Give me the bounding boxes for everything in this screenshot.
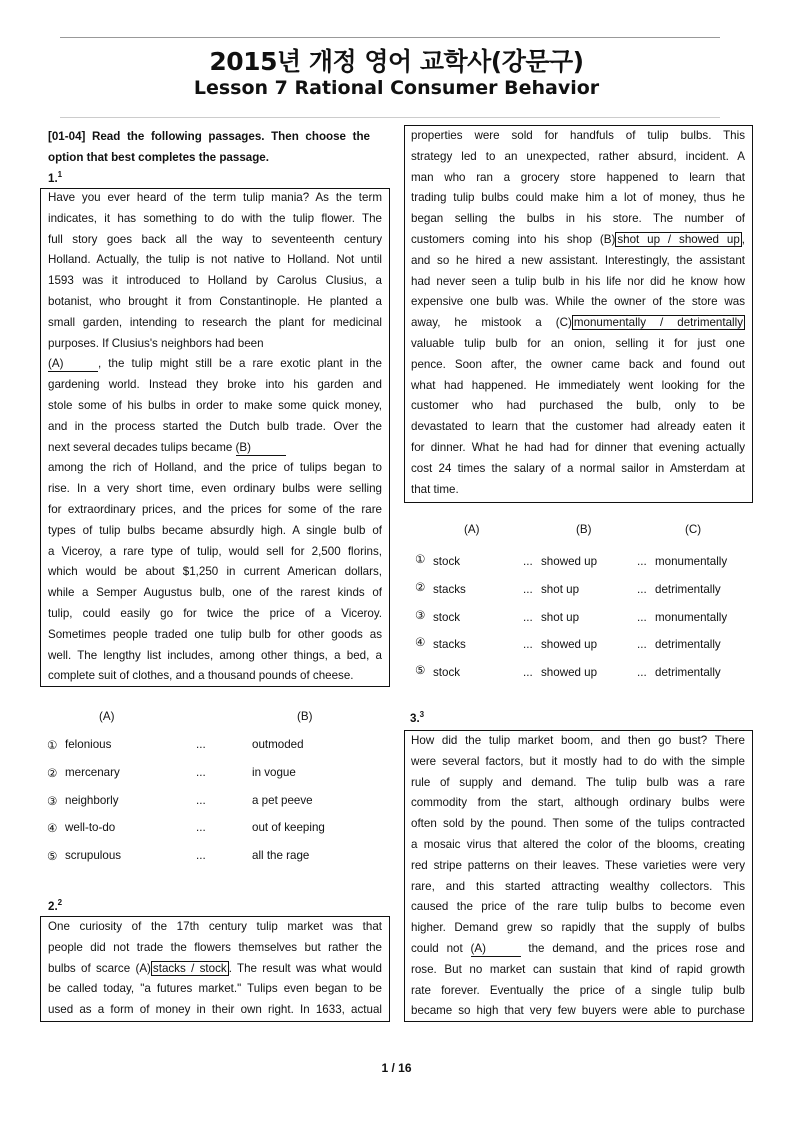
option-b: out of keeping [252,821,325,835]
option-header: (A) [464,523,480,536]
option-c: detrimentally [655,666,721,680]
passage-line: properties were sold for handfuls of tulip bulbs. This [411,129,745,142]
passage-line: and in the process started the Dutch bulb trade. Over the [48,419,382,433]
passage-line: tulip, could easily go for twice the price of a Viceroy. [48,606,382,620]
option-number: ⑤ [47,850,58,864]
passage-line: for dinner. What he had had for dinner that evening actually [411,440,745,454]
option-separator: ... [196,793,206,807]
option-separator: ... [523,555,533,568]
option-a: well-to-do [65,821,116,835]
passage-line: for extraordinary prices, and the prices for some of the rare [48,502,382,516]
passage-line: rate forever. Eventually the price of a single tulip bulb [411,983,745,997]
option-number: ⑤ [415,664,426,678]
passage-line: commodity from the start, although ordinary bulbs were [411,796,745,810]
passage-line: higher. Demand grew so rapidly that the supply of bulbs [411,921,745,935]
passage-line: rise. In a very short time, even ordinary bulbs were selling [48,482,382,496]
option-separator: ... [637,610,647,624]
option-a: stock [433,555,461,568]
text-segment: that time. [411,482,459,496]
option-b: showed up [541,555,598,568]
text-segment: customers coming into his shop (B) [411,232,616,246]
passage-line [411,939,745,960]
header-rule [60,117,720,118]
text-segment: bulbs of scarce (A) [48,961,151,975]
answer-blank: (A) [48,357,98,372]
text-segment: complete suit of clothes, and a thousand pounds of cheese. [48,669,354,683]
q2-passage-box [40,916,390,1022]
lesson-title: Lesson 7 Rational Consumer Behavior [193,77,600,99]
passage-line: stole some of his bulbs in order to make some quick money, [48,398,382,412]
q2-footnote: 2 [57,898,63,907]
passage-line [411,313,745,334]
option-a: neighborly [65,793,119,807]
passage-line: were several factors, but it mostly had to do with the simple [411,754,745,768]
passage-line: had never seen a tulip bulb in his life nor did he know how [411,274,745,288]
passage-line: became so high that very few buyers were able to purchase [411,1004,745,1018]
passage-line: began selling the bulbs in his store. The number of [411,212,745,226]
option-c: monumentally [655,610,728,624]
passage-line: well. The lengthy list includes, among other things, a bed, a [48,648,382,662]
passage-line: be called today, "a futures market." Tulips even began to be [48,982,382,996]
option-number: ④ [415,636,426,650]
q1-passage [48,188,382,687]
passage-line [48,334,382,355]
option-separator: ... [196,821,206,835]
answer-blank: (A) [471,942,521,957]
passage-line [48,354,382,375]
option-separator: ... [637,582,647,596]
option-a: scrupulous [65,849,122,863]
option-separator: ... [637,638,647,652]
question-2-number [48,898,62,913]
passage-line: Have you ever heard of the term tulip mania? As the term [48,191,382,204]
option-separator: ... [196,849,206,863]
passage-line: Sometimes people traded one tulip bulb for other goods as [48,627,382,641]
passage-line [411,480,745,501]
text-segment: . The result was what would [228,961,382,975]
option-header: (A) [99,710,115,723]
option-a: mercenary [65,765,120,779]
option-b: shot up [541,610,580,624]
passage-line: How did the tulip market boom, and then go bust? There [411,734,745,747]
page-number: 1 / 16 [381,1061,412,1075]
answer-blank: (B) [236,441,286,456]
option-number: ② [415,580,426,594]
q3-passage-box [404,730,753,1022]
passage-line: customer who had purchased the bulb, only to be [411,399,745,413]
passage-line: Holland. Actually, the tulip is not native to Holland. Not until [48,253,382,267]
option-separator: ... [637,555,647,568]
passage-line: rose. But no market can sustain that kind of rapid growth [411,962,745,976]
passage-line: botanist, who brought it from Constantinople. He planted a [48,294,382,308]
option-b: a pet peeve [252,793,313,807]
text-segment: , the tulip might still be a rare exotic plant in the [98,357,382,371]
option-b: showed up [541,666,598,680]
passage-line: rule of supply and demand. The tulip bulb was a rare [411,775,745,789]
option-c: detrimentally [655,638,721,652]
passage-line: One curiosity of the 17th century tulip market was that [48,920,382,933]
passage-line: full story goes back all the way to seventeenth century [48,232,382,246]
answer-choice-box: shot up / showed up [617,232,740,246]
answer-choice-box: stacks / stock [152,961,227,975]
question-1-number [48,170,62,185]
q3-passage [411,731,745,1022]
passage-line: people did not trade the flowers themselves but rather the [48,940,382,954]
option-separator: ... [523,610,533,624]
passage-line: trading tulip bulbs could make him a lot of money, thus he [411,191,745,205]
passage-line: gardening world. Instead they broke into his garden and [48,378,382,392]
option-separator: ... [196,738,206,751]
passage-line: types of tulip bulbs became absurdly high. A single bulb of [48,523,382,537]
passage-line: what had happened. He immediately went looking for the [411,378,745,392]
option-b: shot up [541,582,580,596]
q2-passage-right-box [404,125,753,503]
passage-line [48,666,382,687]
passage-line: red stripe patterns on their leaves. These varieties were very [411,858,745,872]
q1-passage-box [40,188,390,687]
question-3-number [410,710,424,725]
q1-footnote: 1 [57,170,63,179]
text-segment: away, he mistook a (C) [411,316,572,330]
passage-line: pence. Soon after, the owner came back and found out [411,357,745,371]
passage-line [411,230,745,251]
q1-number: 1. [48,171,58,185]
q2-passage-continued [411,126,745,500]
option-c: detrimentally [655,582,721,596]
passage-line [48,438,382,459]
option-number: ② [47,766,58,780]
text-segment: could not [411,941,471,955]
passage-line: cost 24 times the salary of a normal sailor in Amsterdam at [411,461,745,475]
text-segment: purposes. If Clusius's neighbors had been [48,336,264,350]
instructions [48,127,370,169]
instructions-line: [01-04] Read the following passages. Then choose the [48,130,370,143]
passage-line: strategy led to an unexpected, rather absurd, incident. A [411,149,745,163]
passage-line: and so he hired a new assistant. Interestingly, the assistant [411,253,745,267]
option-header: (B) [576,523,592,536]
option-separator: ... [523,638,533,652]
passage-line: used as a form of money in their own right. In 1633, actual [48,1003,382,1017]
option-b: showed up [541,638,598,652]
passage-line: while a Semper Augustus bulb, one of the rarest kinds of [48,586,382,600]
option-a: stock [433,610,461,624]
option-separator: ... [196,765,206,779]
text-segment: the demand, and the prices rose and [520,941,745,955]
option-number: ③ [415,608,426,622]
passage-line: a mosaic virus that altered the color of the blooms, creating [411,837,745,851]
option-b: in vogue [252,765,296,779]
q3-number: 3. [410,711,420,725]
option-separator: ... [523,582,533,596]
option-a: felonious [65,738,112,751]
passage-line: small garden, intending to research the plant for medicinal [48,315,382,329]
option-b: outmoded [252,738,304,751]
option-number: ① [47,739,58,752]
option-header: (C) [685,523,702,536]
option-a: stacks [433,638,466,652]
option-header: (B) [297,710,313,723]
option-a: stacks [433,582,466,596]
passage-line: caused the price of the rare tulip bulbs to become even [411,900,745,914]
q2-number: 2. [48,899,58,913]
passage-line: which would be about $1,250 in current American dollars, [48,565,382,579]
instructions-line: option that best completes the passage. [48,150,269,164]
option-number: ③ [47,794,58,808]
passage-line: indicates, it has something to do with the tulip flower. The [48,211,382,225]
page-title: 2015년 개정 영어 교학사(강문구) [209,47,584,76]
passage-line: valuable tulip bulb for an onion, selling it for just one [411,336,745,350]
passage-line: man who ran a grocery store happened to learn that [411,170,745,184]
q3-footnote: 3 [419,710,425,719]
passage-line: among the rich of Holland, and the price of tulips began to [48,461,382,475]
option-separator: ... [523,666,533,680]
passage-line: a Viceroy, a rare type of tulip, would sell for 2,500 florins, [48,544,382,558]
passage-line: rare, and this started attracting wealthy collectors. This [411,879,745,893]
text-segment: next several decades tulips became [48,440,236,454]
option-number: ④ [47,822,58,836]
answer-choice-box: monumentally / detrimentally [573,316,743,330]
option-number: ① [415,553,426,566]
passage-line [48,959,382,980]
passage-line: 1593 was it introduced to Holland by Carolus Clusius, a [48,274,382,288]
option-b: all the rage [252,849,310,863]
text-segment: , [741,232,745,246]
option-c: monumentally [655,555,728,568]
passage-line: often sold by the pound. Then some of the tulips contracted [411,817,745,831]
passage-line: devastated to learn that the customer had already eaten it [411,420,745,434]
option-a: stock [433,666,461,680]
option-separator: ... [637,666,647,680]
q2-passage [48,917,382,1021]
passage-line: expensive one bulb was. While the owner of the store was [411,295,745,309]
top-rule [60,37,720,38]
